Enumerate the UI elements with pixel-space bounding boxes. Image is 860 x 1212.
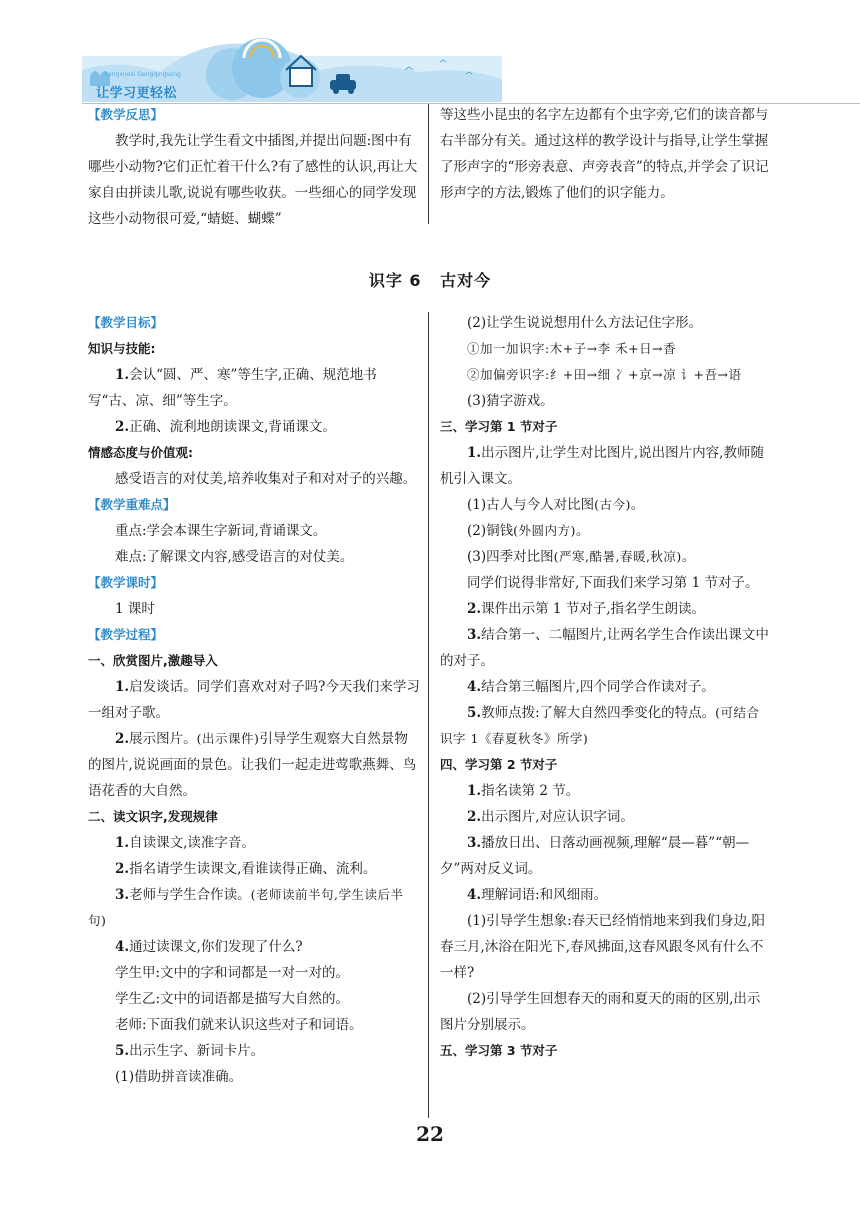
- step-heading: 三、学习第 1 节对子: [440, 419, 558, 434]
- top-right-column: [440, 102, 772, 206]
- top-left-column: [88, 102, 420, 232]
- emotion-text: 感受语言的对仗美,培养收集对子和对对子的兴趣。: [115, 471, 417, 487]
- step-heading: 四、学习第 2 节对子: [440, 757, 558, 772]
- column-divider-main: [428, 312, 429, 1118]
- step-item: 1.启发谈话。同学们喜欢对对子吗?今天我们来学习一组对子歌。: [88, 679, 420, 721]
- reflection-text: 教学时,我先让学生看文中插图,并提出问题:图中有哪些小动物?它们正忙着干什么?有了感性的认识,再让大家自由拼读儿歌,说说有哪些收获。一些细心的同学发现这些小动物很可爱,“蜻蜓、蝴蝶”: [88, 133, 418, 227]
- left-column: [88, 310, 420, 1090]
- paragraph: 同学们说得非常好,下面我们来学习第 1 节对子。: [467, 575, 759, 591]
- section-label-process: 【教学过程】: [88, 627, 164, 642]
- sub-step: (1)引导学生想象:春天已经悄悄地来到我们身边,阳春三月,沐浴在阳光下,春风拂面,这春风跟冬风有什么不一样?: [440, 913, 765, 981]
- method-line: ①加一加识字:木+子→李 禾+日→香: [467, 341, 677, 356]
- emotion-heading: 情感态度与价值观:: [88, 445, 193, 460]
- right-column: [440, 310, 772, 1064]
- sub-step: (2)铜钱(外圆内方)。: [467, 523, 590, 539]
- step-item: 3.播放日出、日落动画视频,理解“晨—暮”“朝—夕”两对反义词。: [440, 835, 750, 877]
- step-item: 5.出示生字、新词卡片。: [115, 1043, 265, 1059]
- step-heading: 二、读文识字,发现规律: [88, 809, 218, 824]
- sub-step: (1)借助拼音读准确。: [115, 1069, 243, 1085]
- reflection-text-continued: 等这些小昆虫的名字左边都有个虫字旁,它们的读音都与右半部分有关。通过这样的教学设计与指导,让学生掌握了形声字的“形旁表意、声旁表音”的特点,并学会了识记形声字的方法,锻炼了他们的识字能力。: [440, 107, 769, 201]
- section-label-key-points: 【教学重难点】: [88, 497, 176, 512]
- step-item: 2.课件出示第 1 节对子,指名学生朗读。: [467, 601, 706, 617]
- difficult-point: 难点:了解课文内容,感受语言的对仗美。: [115, 549, 354, 565]
- step-item: 5.教师点拨:了解大自然四季变化的特点。(可结合识字 1《春夏秋冬》所学): [440, 705, 760, 746]
- dialogue-line: 老师:下面我们就来认识这些对子和词语。: [115, 1017, 363, 1033]
- sub-step: (1)古人与今人对比图(古今)。: [467, 497, 645, 513]
- step-item: 1.指名读第 2 节。: [467, 783, 580, 799]
- section-label-period: 【教学课时】: [88, 575, 164, 590]
- page-number: 22: [416, 1122, 444, 1146]
- method-line: ②加偏旁识字:纟+田→细 冫+京→凉 讠+吾→语: [467, 367, 742, 382]
- dialogue-line: 学生甲:文中的字和词都是一对一对的。: [115, 965, 350, 981]
- lesson-name: 古对今: [440, 271, 492, 290]
- sub-step: (2)引导学生回想春天的雨和夏天的雨的区别,出示图片分别展示。: [440, 991, 761, 1033]
- dialogue-line: 学生乙:文中的词语都是描写大自然的。: [115, 991, 350, 1007]
- step-item: 4.通过读课文,你们发现了什么?: [115, 939, 303, 955]
- step-item: 4.结合第三幅图片,四个同学合作读对子。: [467, 679, 715, 695]
- page-header: [0, 0, 860, 112]
- section-label-goals: 【教学目标】: [88, 315, 164, 330]
- step-heading: 一、欣赏图片,激趣导入: [88, 653, 218, 668]
- step-item: 2.出示图片,对应认识字词。: [467, 809, 634, 825]
- lesson-title: [0, 268, 860, 291]
- step-item: 3.老师与学生合作读。(老师读前半句,学生读后半句): [88, 887, 404, 928]
- goal-item: 2.正确、流利地朗读课文,背诵课文。: [115, 419, 336, 435]
- step-item: 2.展示图片。(出示课件)引导学生观察大自然景物的图片,说说画面的景色。让我们一起走进莺歌燕舞、鸟语花香的大自然。: [88, 731, 417, 799]
- key-point: 重点:学会本课生字新词,背诵课文。: [115, 523, 327, 539]
- sub-step: (3)四季对比图(严寒,酷暑,春暖,秋凉)。: [467, 549, 696, 565]
- sub-step: (2)让学生说说想用什么方法记住字形。: [467, 315, 703, 331]
- step-item: 3.结合第一、二幅图片,让两名学生合作读出课文中的对子。: [440, 627, 769, 669]
- step-item: 2.指名请学生读课文,看谁读得正确、流利。: [115, 861, 377, 877]
- period-text: 1 课时: [115, 601, 155, 617]
- step-item: 1.出示图片,让学生对比图片,说出图片内容,教师随机引入课文。: [440, 445, 764, 487]
- sub-step: (3)猜字游戏。: [467, 393, 554, 409]
- section-label-reflection: 【教学反思】: [88, 107, 164, 122]
- step-item: 4.理解词语:和风细雨。: [467, 887, 608, 903]
- knowledge-heading: 知识与技能:: [88, 341, 156, 356]
- brand-logo-text: 让学习更轻松: [96, 86, 178, 101]
- step-heading: 五、学习第 3 节对子: [440, 1043, 558, 1058]
- step-item: 1.自读课文,读准字音。: [115, 835, 255, 851]
- column-divider-top: [428, 104, 429, 224]
- goal-item: 1.会认“圆、严、寒”等生字,正确、规范地书写“古、凉、细”等生字。: [88, 367, 377, 409]
- lesson-number: 识字 6: [368, 271, 422, 290]
- brand-pinyin: Rangxuexi Gengqingsong: [104, 71, 181, 78]
